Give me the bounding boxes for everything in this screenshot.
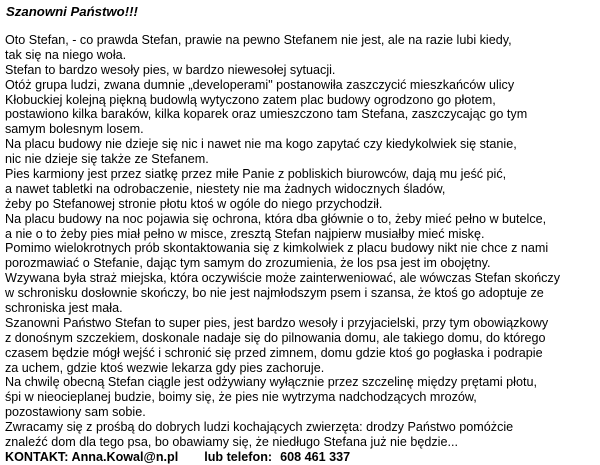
body-line: nic nie dzieje się także ze Stefanem. [5, 152, 209, 167]
body-line: Stefan to bardzo wesoły pies, w bardzo niewesołej sytuacji. [5, 62, 336, 77]
contact-label: KONTAKT: [5, 449, 69, 464]
body-line: tak się na niego woła. [5, 47, 127, 62]
body-line: Zwracamy się z prośbą do dobrych ludzi kochających zwierzęta: drodzy Państwo pomóżcie [5, 420, 514, 435]
body-line: Kłobuckiej kolejną piękną budowlą wytyczono zatem plac budowy ogrodzono go płotem, [5, 92, 496, 107]
body-line: samym bolesnym losem. [5, 122, 144, 137]
body-line: Na chwilę obecną Stefan ciągle jest odżywiany wyłącznie przez szczelinę między prętami płotu, [5, 375, 537, 390]
body-line: Pomimo wielokrotnych prób skontaktowania się z kimkolwiek z placu budowy nikt nie chce z nami [5, 241, 549, 256]
body-line: porozmawiać o Stefanie, dając tym samym do zrozumienia, że los psa jest im obojętny. [5, 256, 491, 271]
body-line: w schronisku dosłownie skończy, bo nie jest najmłodszym psem i szansa, że ktoś go adoptuje ze [5, 286, 544, 301]
flyer-title: Szanowni Państwo!!! [6, 4, 138, 19]
body-line: za uchem, gdzie ktoś wezwie lekarza gdy pies zachoruje. [5, 360, 325, 375]
body-line: Pies karmiony jest przez siatkę przez miłe Panie z pobliskich biurowców, dają mu jeść pić, [5, 167, 507, 182]
body-line: Otóż grupa ludzi, zwana dumnie „developerami" postanowiła zaszczycić mieszkańców ulicy [5, 77, 515, 92]
body-line: śpi w nieocieplanej budzie, boimy się, że pies nie wytrzyma nadchodzących mrozów, [5, 390, 477, 405]
body-line: z donośnym szczekiem, doskonale nadaje się do pilnowania domu, ale takiego domu, do którego [5, 330, 546, 345]
body-line: postawiono kilka baraków, kilka koparek oraz umieszczono tam Stefana, zaszczycając go tym [5, 107, 528, 122]
body-line: Szanowni Państwo Stefan to super pies, jest bardzo wesoły i przyjacielski, przy tym obowiązkowy [5, 315, 549, 330]
body-line: czasem będzie mógł wejść i schronić się przed zimnem, domu gdzie ktoś go pogłaska i podrapie [5, 345, 543, 360]
contact-phone: 608 461 337 [280, 449, 351, 464]
body-line: Wzywana była straż miejska, która oczywiście może zainterweniować, ale wówczas Stefan skończy [5, 271, 561, 286]
body-line: Oto Stefan, - co prawda Stefan, prawie na pewno Stefanem nie jest, ale na razie lubi kiedy, [5, 33, 512, 47]
body-line: a nie o to żeby pies miał pełno w misce, zresztą Stefan najpierw musiałby mieć miskę. [5, 226, 485, 241]
body-line: znaleźć dom dla tego psa, bo obawiamy się, że niedługo Stefana już nie będzie... [5, 435, 458, 450]
flyer-body [5, 33, 596, 450]
contact-email: Anna.Kowal@n.pl [71, 449, 179, 464]
body-line: schroniska jest mała. [5, 301, 123, 316]
body-line: Na placu budowy na noc pojawia się ochrona, która dba głównie o to, żeby mieć pełno w butelce, [5, 211, 547, 226]
contact-line [5, 450, 596, 465]
body-line: pozostawiony sam sobie. [5, 405, 146, 420]
body-line: Na placu budowy nie dzieje się nic i nawet nie ma kogo zapytać czy kiedykolwiek się stanie, [5, 137, 517, 152]
body-line: żeby po Stefanowej stronie płotu ktoś w ogóle do niego przychodził. [5, 196, 383, 211]
contact-phone-label: lub telefon: [204, 449, 273, 464]
body-line: a nawet tabletki na odrobaczenie, niestety nie ma żadnych widocznych śladów, [5, 181, 446, 196]
